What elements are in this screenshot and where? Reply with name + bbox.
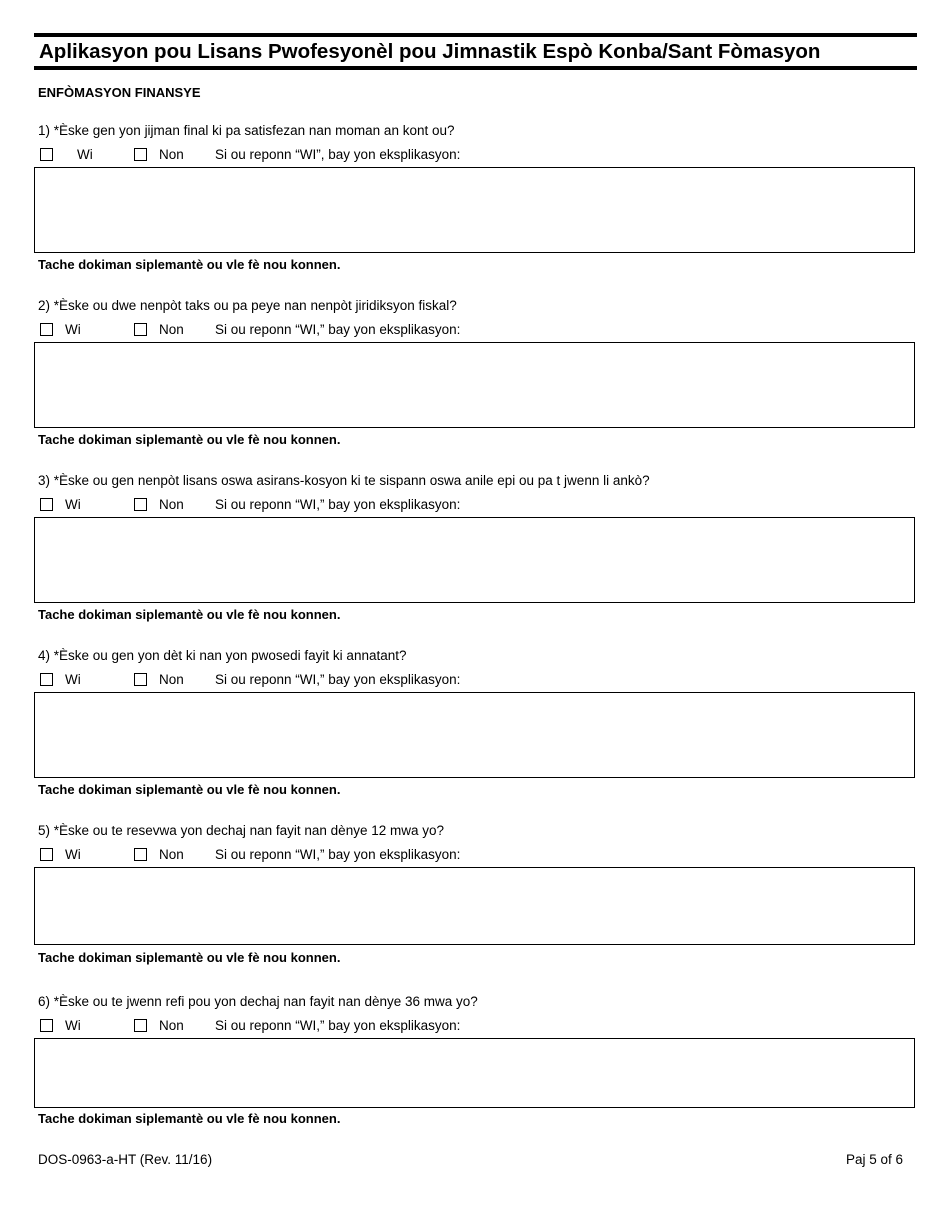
no-checkbox[interactable] xyxy=(134,323,147,336)
explain-label: Si ou reponn “WI,” bay yon eksplikasyon: xyxy=(215,1018,461,1033)
no-checkbox[interactable] xyxy=(134,1019,147,1032)
no-checkbox[interactable] xyxy=(134,148,147,161)
no-label: Non xyxy=(159,672,184,687)
question-text: 5) *Èske ou te resevwa yon dechaj nan fayit nan dènye 12 mwa yo? xyxy=(38,823,444,838)
no-checkbox[interactable] xyxy=(134,848,147,861)
attachment-note: Tache dokiman siplemantè ou vle fè nou konnen. xyxy=(38,607,341,622)
yes-checkbox[interactable] xyxy=(40,1019,53,1032)
explanation-textbox[interactable] xyxy=(34,692,915,778)
yes-label: Wi xyxy=(65,322,81,337)
yes-checkbox[interactable] xyxy=(40,323,53,336)
no-label: Non xyxy=(159,497,184,512)
explain-label: Si ou reponn “WI,” bay yon eksplikasyon: xyxy=(215,847,461,862)
attachment-note: Tache dokiman siplemantè ou vle fè nou konnen. xyxy=(38,1111,341,1126)
section-heading: ENFÒMASYON FINANSYE xyxy=(38,85,201,100)
question-text: 6) *Èske ou te jwenn refi pou yon dechaj nan fayit nan dènye 36 mwa yo? xyxy=(38,994,478,1009)
no-checkbox[interactable] xyxy=(134,498,147,511)
yes-checkbox[interactable] xyxy=(40,848,53,861)
no-label: Non xyxy=(159,1018,184,1033)
yes-label: Wi xyxy=(77,147,93,162)
no-label: Non xyxy=(159,847,184,862)
explain-label: Si ou reponn “WI”, bay yon eksplikasyon: xyxy=(215,147,461,162)
page-title: Aplikasyon pou Lisans Pwofesyonèl pou Jimnastik Espò Konba/Sant Fòmasyon xyxy=(39,40,821,63)
question-text: 1) *Èske gen yon jijman final ki pa satisfezan nan moman an kont ou? xyxy=(38,123,455,138)
page-number: Paj 5 of 6 xyxy=(845,1152,903,1167)
form-id: DOS-0963-a-HT (Rev. 11/16) xyxy=(38,1152,213,1167)
explanation-textbox[interactable] xyxy=(34,167,915,253)
answer-options xyxy=(0,672,950,690)
explanation-textbox[interactable] xyxy=(34,342,915,428)
no-checkbox[interactable] xyxy=(134,673,147,686)
explain-label: Si ou reponn “WI,” bay yon eksplikasyon: xyxy=(215,322,461,337)
explain-label: Si ou reponn “WI,” bay yon eksplikasyon: xyxy=(215,497,461,512)
answer-options xyxy=(0,497,950,515)
question-text: 4) *Èske ou gen yon dèt ki nan yon pwosedi fayit ki annatant? xyxy=(38,648,407,663)
yes-checkbox[interactable] xyxy=(40,673,53,686)
yes-label: Wi xyxy=(65,672,81,687)
attachment-note: Tache dokiman siplemantè ou vle fè nou konnen. xyxy=(38,432,341,447)
explanation-textbox[interactable] xyxy=(34,517,915,603)
attachment-note: Tache dokiman siplemantè ou vle fè nou konnen. xyxy=(38,782,341,797)
title-bar xyxy=(34,33,917,70)
yes-checkbox[interactable] xyxy=(40,498,53,511)
explanation-textbox[interactable] xyxy=(34,867,915,945)
attachment-note: Tache dokiman siplemantè ou vle fè nou konnen. xyxy=(38,257,341,272)
yes-label: Wi xyxy=(65,497,81,512)
answer-options xyxy=(0,322,950,340)
answer-options xyxy=(0,1018,950,1036)
yes-label: Wi xyxy=(65,847,81,862)
question-text: 2) *Èske ou dwe nenpòt taks ou pa peye nan nenpòt jiridiksyon fiskal? xyxy=(38,298,457,313)
answer-options xyxy=(0,847,950,865)
no-label: Non xyxy=(159,322,184,337)
question-text: 3) *Èske ou gen nenpòt lisans oswa asirans-kosyon ki te sispann oswa anile epi ou pa t jwenn li ankò? xyxy=(38,473,650,488)
attachment-note: Tache dokiman siplemantè ou vle fè nou konnen. xyxy=(38,950,341,965)
yes-checkbox[interactable] xyxy=(40,148,53,161)
explain-label: Si ou reponn “WI,” bay yon eksplikasyon: xyxy=(215,672,461,687)
no-label: Non xyxy=(159,147,184,162)
answer-options xyxy=(0,147,950,165)
yes-label: Wi xyxy=(65,1018,81,1033)
explanation-textbox[interactable] xyxy=(34,1038,915,1108)
